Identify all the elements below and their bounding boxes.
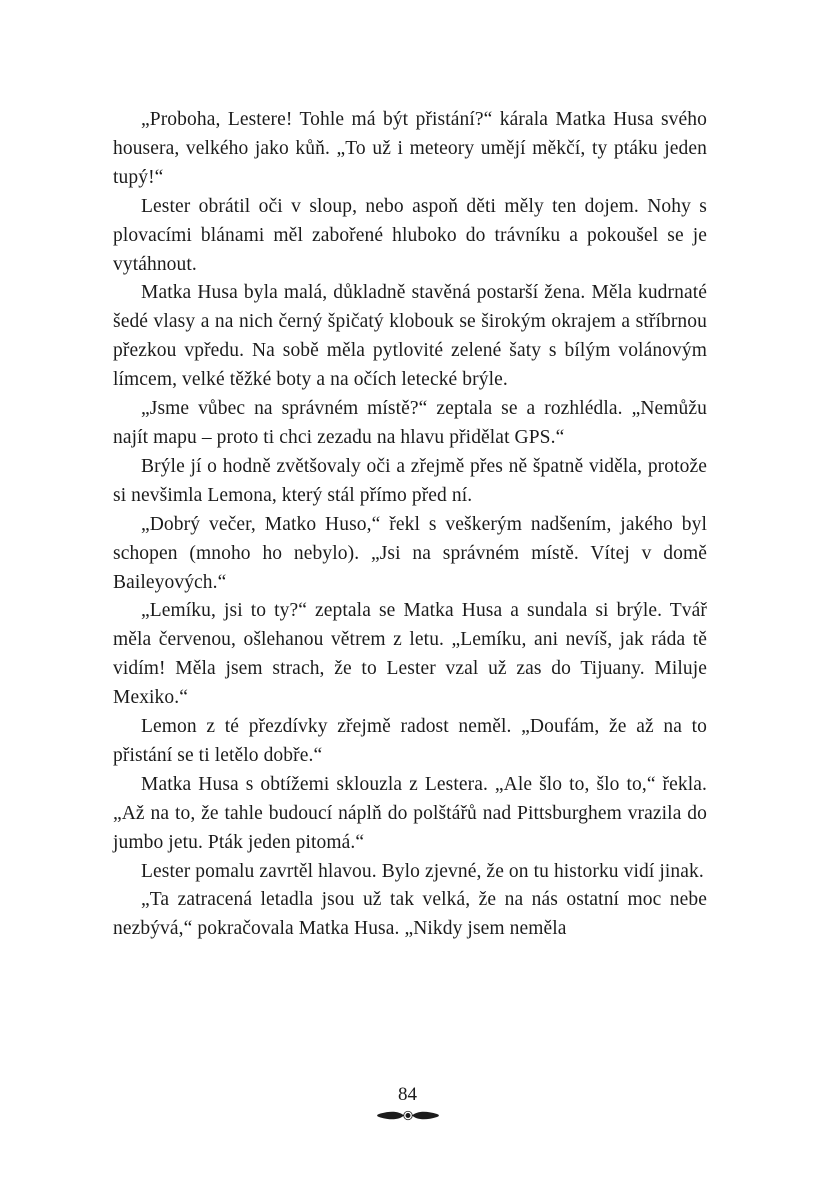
paragraph: Lester pomalu zavrtěl hlavou. Bylo zjevné, že on tu historku vidí jinak.: [141, 860, 704, 882]
paragraph: „Lemíku, jsi to ty?“ zeptala se Matka Husa a sundala si brýle. Tvář měla červenou, ošlehanou větrem z letu. „Lemíku, ani nevíš, jak ráda tě vidím! Měla jsem strach, že to Lester vzal už zas do Tijuany. Miluje Mexiko.“: [113, 600, 707, 709]
floral-flourish-icon: [0, 1109, 815, 1122]
paragraph: Brýle jí o hodně zvětšovaly oči a zřejmě přes ně špatně viděla, protože si nevšimla Lemona, který stál přímo před ní.: [113, 455, 707, 506]
text-block: [113, 106, 707, 944]
paragraph: Matka Husa s obtížemi sklouzla z Lestera. „Ale šlo to, šlo to,“ řekla. „Až na to, že tahle budoucí náplň do polštářů nad Pittsburghem vrazila do jumbo jetu. Pták jeden pitomá.“: [113, 773, 707, 853]
page-footer: [0, 1084, 815, 1122]
paragraph: „Ta zatracená letadla jsou už tak velká, že na nás ostatní moc nebe nezbývá,“ pokračovala Matka Husa. „Nikdy jsem neměla: [113, 889, 707, 940]
page-number: 84: [398, 1084, 417, 1105]
paragraph: Matka Husa byla malá, důkladně stavěná postarší žena. Měla kudrnaté šedé vlasy a na nich černý špičatý klobouk se širokým okrajem a stříbrnou přezkou vpředu. Na sobě měla pytlovité zelené šaty s bílým volánovým límcem, velké těžké boty a na očích letecké brýle.: [113, 282, 707, 391]
paragraph: „Dobrý večer, Matko Huso,“ řekl s veškerým nadšením, jakého byl schopen (mnoho ho nebylo). „Jsi na správném místě. Vítej v domě Baileyových.“: [113, 513, 707, 593]
paragraph: Lemon z té přezdívky zřejmě radost neměl. „Doufám, že až na to přistání se ti letělo dobře.“: [113, 716, 707, 766]
paragraph: „Proboha, Lestere! Tohle má být přistání?“ kárala Matka Husa svého housera, velkého jako kůň. „To už i meteory umějí měkčí, ty ptáku jeden tupý!“: [113, 109, 707, 188]
paragraph: Lester obrátil oči v sloup, nebo aspoň děti měly ten dojem. Nohy s plovacími blánami měl zabořené hluboko do trávníku a pokoušel se je vytáhnout.: [113, 195, 707, 275]
paragraph: „Jsme vůbec na správném místě?“ zeptala se a rozhlédla. „Nemůžu najít mapu – proto ti chci zezadu na hlavu přidělat GPS.“: [113, 398, 707, 448]
